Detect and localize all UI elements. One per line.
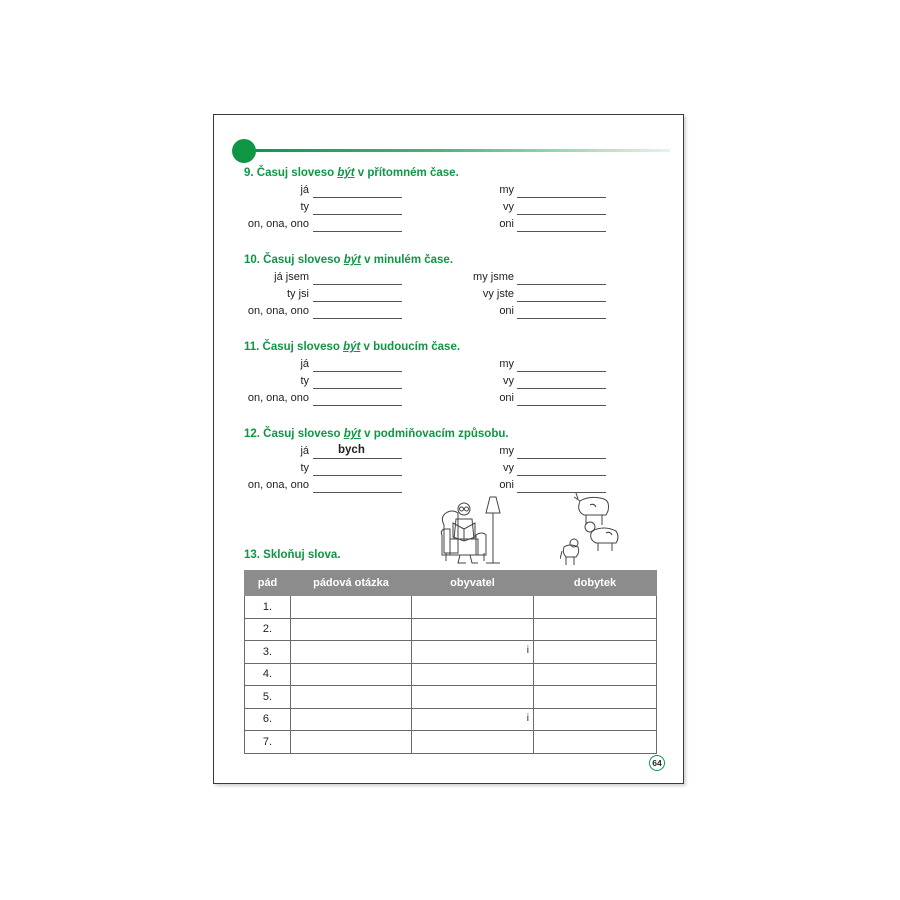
exercise-11-heading: 11. Časuj sloveso být v budoucím čase. (244, 341, 461, 353)
pronoun-label: on, ona, ono (247, 479, 309, 491)
pronoun-label: já (300, 358, 309, 370)
answer-line[interactable] (313, 197, 402, 198)
declension-table (244, 570, 657, 754)
answer-cell[interactable] (291, 618, 412, 641)
column-header-dobytek: dobytek (534, 571, 657, 596)
answer-cell[interactable] (291, 708, 412, 731)
pronoun-label: oni (499, 305, 514, 317)
pronoun-label: my (499, 445, 514, 457)
reading-grandpa-illustration (436, 495, 506, 567)
pronoun-label: já jsem (274, 271, 309, 283)
exercise-10-heading: 10. Časuj sloveso být v minulém čase. (244, 254, 454, 266)
answer-cell[interactable] (534, 663, 657, 686)
pronoun-label: my (499, 184, 514, 196)
hint-mark: i (526, 712, 529, 724)
filled-answer: bych (338, 444, 365, 456)
table-row (245, 663, 657, 686)
pronoun-label: oni (499, 218, 514, 230)
exercise-10-row-3 (214, 305, 685, 321)
pronoun-label: vy (503, 375, 514, 387)
answer-line[interactable] (313, 231, 402, 232)
answer-cell[interactable] (412, 686, 534, 709)
case-number: 3. (245, 641, 291, 664)
header-decoration (232, 139, 670, 163)
table-row (245, 686, 657, 709)
answer-line[interactable] (313, 405, 402, 406)
case-number: 4. (245, 663, 291, 686)
case-number: 1. (245, 596, 291, 619)
answer-line[interactable] (517, 231, 606, 232)
answer-cell[interactable] (412, 731, 534, 754)
case-number: 5. (245, 686, 291, 709)
exercise-12-row-2 (214, 462, 685, 478)
exercise-9-heading: 9. Časuj sloveso být v přítomném čase. (244, 167, 459, 179)
pronoun-label: vy (503, 462, 514, 474)
header-line (252, 149, 670, 152)
case-number: 2. (245, 618, 291, 641)
case-number: 6. (245, 708, 291, 731)
answer-cell[interactable] (291, 641, 412, 664)
answer-line[interactable] (313, 458, 402, 459)
workbook-page (213, 114, 684, 784)
pronoun-label: ty (300, 201, 309, 213)
answer-line[interactable] (517, 197, 606, 198)
answer-cell[interactable] (534, 686, 657, 709)
pronoun-label: já (300, 445, 309, 457)
answer-line[interactable] (517, 371, 606, 372)
answer-line[interactable] (313, 284, 402, 285)
hint-mark: i (526, 645, 529, 656)
pronoun-label: oni (499, 479, 514, 491)
column-header-obyvatel: obyvatel (412, 571, 534, 596)
answer-cell[interactable] (534, 731, 657, 754)
answer-line[interactable] (517, 388, 606, 389)
answer-cell[interactable] (534, 708, 657, 731)
answer-cell[interactable] (291, 731, 412, 754)
page-number: 64 (649, 755, 665, 771)
exercise-11-row-3 (214, 392, 685, 408)
farm-animals-illustration (560, 491, 642, 571)
pronoun-label: on, ona, ono (247, 218, 309, 230)
pronoun-label: on, ona, ono (247, 392, 309, 404)
pronoun-label: ty (300, 375, 309, 387)
answer-cell[interactable] (412, 663, 534, 686)
exercise-9-row-2 (214, 201, 685, 217)
answer-line[interactable] (517, 405, 606, 406)
exercise-11-row-1 (214, 358, 685, 374)
pronoun-label: ty jsi (287, 288, 309, 300)
declension-header-row (245, 571, 657, 596)
pronoun-label: my (499, 358, 514, 370)
answer-line[interactable] (517, 458, 606, 459)
answer-line[interactable] (517, 214, 606, 215)
answer-line[interactable] (313, 388, 402, 389)
table-row (245, 731, 657, 754)
answer-line[interactable] (313, 301, 402, 302)
exercise-12-heading: 12. Časuj sloveso být v podmiňovacím způsobu. (244, 428, 509, 440)
answer-cell[interactable] (534, 596, 657, 619)
exercise-11-row-2 (214, 375, 685, 391)
answer-line[interactable] (313, 371, 402, 372)
pronoun-label: my jsme (473, 271, 514, 283)
answer-line[interactable] (517, 475, 606, 476)
pronoun-label: oni (499, 392, 514, 404)
exercise-12-row-1 (214, 445, 685, 461)
exercise-9-row-1 (214, 184, 685, 200)
pronoun-label: vy jste (482, 288, 514, 300)
answer-line[interactable] (313, 318, 402, 319)
column-header-pad: pád (245, 571, 291, 596)
answer-line[interactable] (517, 318, 606, 319)
answer-line[interactable] (517, 301, 606, 302)
answer-cell[interactable] (291, 686, 412, 709)
pronoun-label: já (300, 184, 309, 196)
exercise-9-row-3 (214, 218, 685, 234)
answer-line[interactable] (517, 284, 606, 285)
table-row (245, 641, 657, 664)
pronoun-label: on, ona, ono (247, 305, 309, 317)
pronoun-label: ty (300, 462, 309, 474)
column-header-question: pádová otázka (291, 571, 412, 596)
answer-cell[interactable] (412, 618, 534, 641)
answer-line[interactable] (313, 492, 402, 493)
answer-cell[interactable] (412, 596, 534, 619)
table-row (245, 618, 657, 641)
answer-cell[interactable] (534, 618, 657, 641)
answer-cell[interactable] (291, 663, 412, 686)
answer-cell[interactable] (412, 641, 534, 664)
answer-cell[interactable] (412, 708, 534, 731)
exercise-13-heading: 13. Skloňuj slova. (244, 549, 341, 561)
answer-cell[interactable] (534, 641, 657, 664)
answer-line[interactable] (313, 475, 402, 476)
case-number: 7. (245, 731, 291, 754)
table-row (245, 708, 657, 731)
answer-line[interactable] (313, 214, 402, 215)
exercise-10-row-2 (214, 288, 685, 304)
exercise-10-row-1 (214, 271, 685, 287)
answer-cell[interactable] (291, 596, 412, 619)
table-row (245, 596, 657, 619)
pronoun-label: vy (503, 201, 514, 213)
